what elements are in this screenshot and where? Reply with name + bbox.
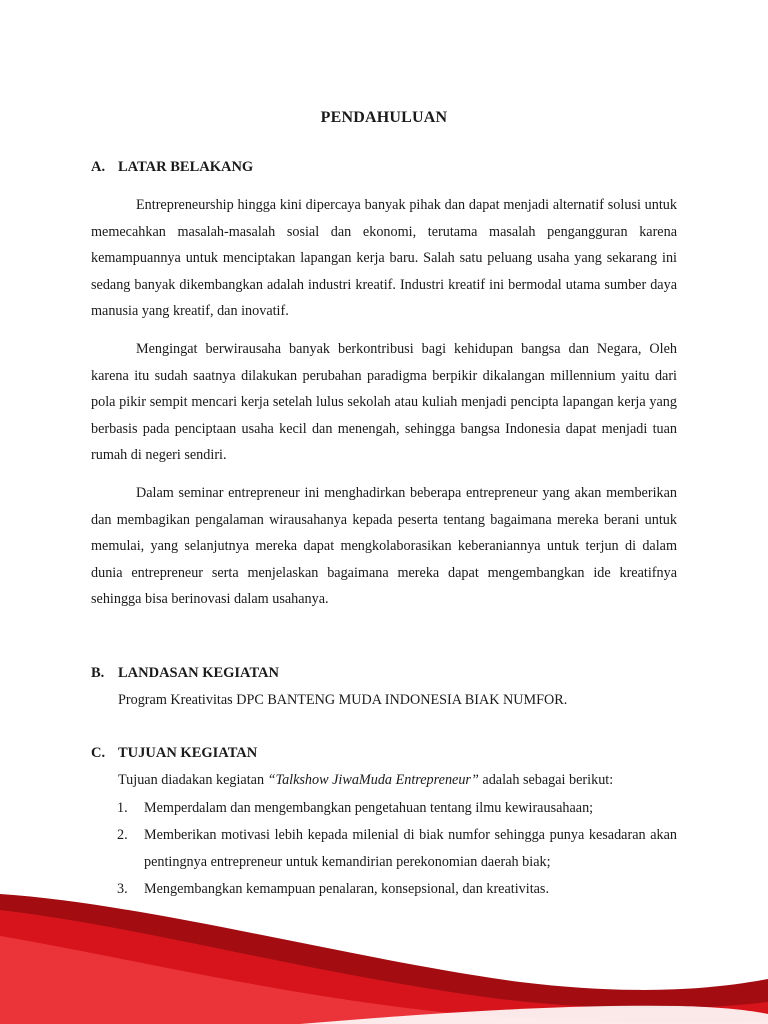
section-number: B. [91,665,105,681]
intro-after: adalah sebagai berikut: [478,772,614,788]
landasan-text: Program Kreativitas DPC BANTENG MUDA INDONESIA BIAK NUMFOR. [118,692,568,708]
list-number: 3. [117,881,128,897]
list-text: Memperdalam dan mengembangkan pengetahuan tentang ilmu kewirausahaan; [144,800,594,816]
section-number: C. [91,745,106,761]
page-title: PENDAHULUAN [320,109,448,126]
list-text: Memberikan motivasi lebih kepada milenial di biak numfor sehingga punya kesadaran akan pentingnya entrepreneur untuk kemandirian perekonomian daerah biak; [144,827,677,870]
section-b-heading [91,665,279,682]
list-number: 2. [117,827,128,843]
list-text: Mengembangkan kemampuan penalaran, konsepsional, dan kreativitas. [144,881,550,897]
section-number: A. [91,159,106,175]
section-heading-text: TUJUAN KEGIATAN [118,745,258,761]
tujuan-intro [118,772,613,789]
paragraph-2: Mengingat berwirausaha banyak berkontribusi bagi kehidupan bangsa dan Negara, Oleh karena itu sudah saatnya dilakukan perubahan paradigma berpikir dikalangan millennium yaitu dari pola pikir sempit mencari kerja setelah lulus sekolah atau kuliah menjadi pencipta lapangan kerja yang berbasis pada penciptaan usaha kecil dan menengah, sehingga bangsa Indonesia dapat menjadi tuan rumah di negeri sendiri. [91,341,677,464]
section-heading-text: LATAR BELAKANG [118,159,254,175]
section-heading-text: LANDASAN KEGIATAN [118,665,279,681]
intro-before: Tujuan diadakan kegiatan [118,772,268,788]
paragraph-3: Dalam seminar entrepreneur ini menghadirkan beberapa entrepreneur yang akan memberikan dan membagikan pengalaman wirausahanya kepada peserta tentang bagaimana mereka berani untuk memulai, yang selanjutnya mereka dapat mengkolaborasikan keberaniannya untuk terjun di dalam dunia entrepreneur serta menjelaskan bagaimana mereka dapat mengembangkan ide kreatifnya sehingga bisa berinovasi dalam usahanya. [91,485,677,608]
intro-quote: “Talkshow JiwaMuda Entrepreneur” [267,772,479,788]
section-a-heading [91,159,253,176]
section-c-heading [91,745,257,762]
paragraph-1: Entrepreneurship hingga kini dipercaya banyak pihak dan dapat menjadi alternatif solusi untuk memecahkan masalah-masalah sosial dan ekonomi, terutama masalah pengangguran karena kemampuannya untuk menciptakan lapangan kerja baru. Salah satu peluang usaha yang sekarang ini sedang banyak dikembangkan adalah industri kreatif. Industri kreatif ini bermodal utama sumber daya manusia yang kreatif, dan inovatif. [91,197,677,320]
footer-wave-decoration [0,864,768,1024]
list-item [117,795,677,822]
list-number: 1. [117,800,128,816]
